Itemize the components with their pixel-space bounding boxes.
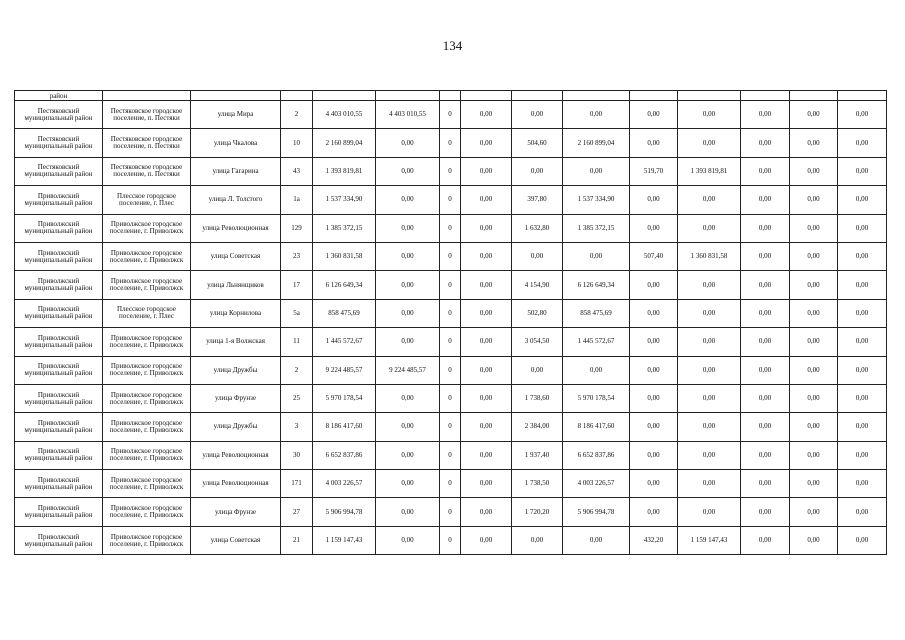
house-number-cell: 21 (281, 526, 313, 554)
value-col-15-cell: 0,00 (838, 157, 887, 185)
value-col-15-cell: 0,00 (838, 470, 887, 498)
value-col-13-cell: 0,00 (741, 526, 790, 554)
cost-col-12-cell: 0,00 (678, 101, 741, 129)
value-col-15-cell: 0,00 (838, 214, 887, 242)
house-number-cell: 5а (281, 299, 313, 327)
count-col-7-cell: 0 (440, 157, 461, 185)
area-col-9-cell: 1 738,60 (512, 384, 563, 412)
area-col-9-cell: 2 384,00 (512, 413, 563, 441)
cost-col-10-cell: 1 385 372,15 (563, 214, 630, 242)
cost-col-10-cell: 1 445 572,67 (563, 328, 630, 356)
value-col-8-cell: 0,00 (461, 470, 512, 498)
area-col-11-cell: 0,00 (630, 470, 678, 498)
table-row (15, 470, 887, 498)
settlement-cell: Приволжское городское поселение, г. Приволжск (103, 498, 191, 526)
area-col-9-cell: 0,00 (512, 526, 563, 554)
value-col-14-cell: 0,00 (790, 498, 838, 526)
area-col-11-cell: 432,20 (630, 526, 678, 554)
municipal-district-cell: Пестяковский муниципальный район (15, 101, 103, 129)
value-col-14-cell: 0,00 (790, 299, 838, 327)
cost-col-10-cell: 858 475,69 (563, 299, 630, 327)
street-cell: улица Дружбы (191, 356, 281, 384)
area-col-9-cell: 504,60 (512, 129, 563, 157)
area-col-9-cell: 1 632,80 (512, 214, 563, 242)
street-cell: улица Советская (191, 242, 281, 270)
settlement-cell: Приволжское городское поселение, г. Приволжск (103, 328, 191, 356)
cost-col-10-cell: 6 652 837,86 (563, 441, 630, 469)
house-number-cell: 25 (281, 384, 313, 412)
municipal-district-cell: Приволжский муниципальный район (15, 299, 103, 327)
house-number-cell: 17 (281, 271, 313, 299)
area-col-11-cell: 0,00 (630, 101, 678, 129)
street-cell: улица 1-я Волжская (191, 328, 281, 356)
cost-col-6-cell: 0,00 (376, 328, 440, 356)
count-col-7-cell: 0 (440, 101, 461, 129)
municipal-district-cell: Приволжский муниципальный район (15, 498, 103, 526)
area-col-11-cell: 0,00 (630, 186, 678, 214)
count-col-7-cell: 0 (440, 356, 461, 384)
house-number-cell: 43 (281, 157, 313, 185)
house-number-cell: 2 (281, 356, 313, 384)
value-col-8-cell: 0,00 (461, 441, 512, 469)
total-cost-cell: 6 652 837,86 (313, 441, 376, 469)
cost-col-10-cell: 0,00 (563, 101, 630, 129)
area-col-11-cell: 0,00 (630, 214, 678, 242)
value-col-14-cell: 0,00 (790, 441, 838, 469)
house-number-cell: 2 (281, 101, 313, 129)
area-col-9-cell: 1 738,50 (512, 470, 563, 498)
value-col-15-cell: 0,00 (838, 101, 887, 129)
value-col-13-cell: 0,00 (741, 186, 790, 214)
value-col-8-cell: 0,00 (461, 129, 512, 157)
table-row (15, 157, 887, 185)
street-cell: улица Революционная (191, 470, 281, 498)
house-number-cell: 11 (281, 328, 313, 356)
value-col-15-cell: 0,00 (838, 526, 887, 554)
value-col-13-cell: 0,00 (741, 413, 790, 441)
value-col-13-cell: 0,00 (741, 441, 790, 469)
area-col-9-cell: 397,80 (512, 186, 563, 214)
total-cost-cell: 4 403 010,55 (313, 101, 376, 129)
value-col-15-cell: 0,00 (838, 328, 887, 356)
cost-col-12-cell: 0,00 (678, 384, 741, 412)
settlement-cell: Плесское городское поселение, г. Плес (103, 299, 191, 327)
settlement-cell: Приволжское городское поселение, г. Приволжск (103, 271, 191, 299)
table-row (15, 242, 887, 270)
street-cell: улица Дружбы (191, 413, 281, 441)
area-col-11-cell: 519,70 (630, 157, 678, 185)
cost-col-6-cell: 0,00 (376, 271, 440, 299)
continuation-row (15, 91, 887, 101)
cost-col-12-cell: 0,00 (678, 356, 741, 384)
street-cell: улица Чкалова (191, 129, 281, 157)
table-row (15, 384, 887, 412)
cost-col-12-cell: 0,00 (678, 271, 741, 299)
value-col-13-cell: 0,00 (741, 214, 790, 242)
value-col-13-cell: 0,00 (741, 498, 790, 526)
cost-col-6-cell: 0,00 (376, 384, 440, 412)
municipal-district-cell: Приволжский муниципальный район (15, 413, 103, 441)
total-cost-cell: 5 970 178,54 (313, 384, 376, 412)
settlement-cell: Приволжское городское поселение, г. Приволжск (103, 384, 191, 412)
cost-col-12-cell: 0,00 (678, 186, 741, 214)
area-col-11-cell: 0,00 (630, 356, 678, 384)
count-col-7-cell: 0 (440, 129, 461, 157)
value-col-8-cell: 0,00 (461, 214, 512, 242)
cost-col-6-cell: 0,00 (376, 470, 440, 498)
value-col-13-cell: 0,00 (741, 470, 790, 498)
data-table (14, 90, 887, 555)
cost-col-12-cell: 0,00 (678, 470, 741, 498)
settlement-cell: Пестяковское городское поселение, п. Пестяки (103, 157, 191, 185)
area-col-9-cell: 1 937,40 (512, 441, 563, 469)
municipal-district-cell: Приволжский муниципальный район (15, 186, 103, 214)
cost-col-6-cell: 0,00 (376, 186, 440, 214)
value-col-15-cell: 0,00 (838, 413, 887, 441)
cost-col-12-cell: 0,00 (678, 328, 741, 356)
value-col-15-cell: 0,00 (838, 242, 887, 270)
table-row (15, 299, 887, 327)
area-col-9-cell: 502,80 (512, 299, 563, 327)
municipal-district-cell: Приволжский муниципальный район (15, 214, 103, 242)
cost-col-10-cell: 2 160 899,04 (563, 129, 630, 157)
cost-col-6-cell: 0,00 (376, 498, 440, 526)
table-row (15, 526, 887, 554)
value-col-13-cell: 0,00 (741, 328, 790, 356)
total-cost-cell: 1 159 147,43 (313, 526, 376, 554)
area-col-9-cell: 0,00 (512, 101, 563, 129)
area-col-9-cell: 0,00 (512, 356, 563, 384)
value-col-13-cell: 0,00 (741, 101, 790, 129)
table-row (15, 271, 887, 299)
count-col-7-cell: 0 (440, 328, 461, 356)
table-row (15, 498, 887, 526)
cost-col-6-cell: 0,00 (376, 129, 440, 157)
continuation-cell: район (15, 91, 103, 101)
count-col-7-cell: 0 (440, 299, 461, 327)
cost-col-12-cell: 0,00 (678, 129, 741, 157)
house-number-cell: 171 (281, 470, 313, 498)
total-cost-cell: 5 906 994,78 (313, 498, 376, 526)
page-number: 134 (442, 38, 463, 53)
value-col-8-cell: 0,00 (461, 299, 512, 327)
value-col-14-cell: 0,00 (790, 271, 838, 299)
settlement-cell: Приволжское городское поселение, г. Приволжск (103, 413, 191, 441)
total-cost-cell: 1 393 819,81 (313, 157, 376, 185)
area-col-9-cell: 0,00 (512, 157, 563, 185)
table-row (15, 441, 887, 469)
area-col-11-cell: 0,00 (630, 328, 678, 356)
value-col-14-cell: 0,00 (790, 157, 838, 185)
total-cost-cell: 6 126 649,34 (313, 271, 376, 299)
settlement-cell: Приволжское городское поселение, г. Приволжск (103, 470, 191, 498)
count-col-7-cell: 0 (440, 214, 461, 242)
municipal-district-cell: Приволжский муниципальный район (15, 384, 103, 412)
area-col-11-cell: 507,40 (630, 242, 678, 270)
value-col-8-cell: 0,00 (461, 356, 512, 384)
house-number-cell: 30 (281, 441, 313, 469)
value-col-8-cell: 0,00 (461, 186, 512, 214)
count-col-7-cell: 0 (440, 271, 461, 299)
municipal-district-cell: Пестяковский муниципальный район (15, 157, 103, 185)
value-col-15-cell: 0,00 (838, 186, 887, 214)
cost-col-10-cell: 5 906 994,78 (563, 498, 630, 526)
area-col-11-cell: 0,00 (630, 441, 678, 469)
street-cell: улица Гагарина (191, 157, 281, 185)
cost-col-10-cell: 5 970 178,54 (563, 384, 630, 412)
value-col-13-cell: 0,00 (741, 356, 790, 384)
municipal-district-cell: Приволжский муниципальный район (15, 470, 103, 498)
count-col-7-cell: 0 (440, 186, 461, 214)
cost-col-6-cell: 9 224 485,57 (376, 356, 440, 384)
cost-col-6-cell: 0,00 (376, 214, 440, 242)
area-col-11-cell: 0,00 (630, 299, 678, 327)
cost-col-12-cell: 0,00 (678, 498, 741, 526)
area-col-9-cell: 0,00 (512, 242, 563, 270)
total-cost-cell: 2 160 899,04 (313, 129, 376, 157)
table-row (15, 413, 887, 441)
cost-col-6-cell: 0,00 (376, 299, 440, 327)
value-col-15-cell: 0,00 (838, 129, 887, 157)
value-col-8-cell: 0,00 (461, 328, 512, 356)
cost-col-12-cell: 0,00 (678, 413, 741, 441)
cost-col-10-cell: 0,00 (563, 242, 630, 270)
count-col-7-cell: 0 (440, 441, 461, 469)
street-cell: улица Советская (191, 526, 281, 554)
value-col-15-cell: 0,00 (838, 441, 887, 469)
value-col-13-cell: 0,00 (741, 384, 790, 412)
street-cell: улица Революционная (191, 214, 281, 242)
value-col-8-cell: 0,00 (461, 242, 512, 270)
street-cell: улица Фрунзе (191, 384, 281, 412)
area-col-9-cell: 4 154,90 (512, 271, 563, 299)
street-cell: улица Л. Толстого (191, 186, 281, 214)
total-cost-cell: 9 224 485,57 (313, 356, 376, 384)
table-row (15, 214, 887, 242)
municipal-district-cell: Приволжский муниципальный район (15, 526, 103, 554)
total-cost-cell: 858 475,69 (313, 299, 376, 327)
settlement-cell: Приволжское городское поселение, г. Приволжск (103, 441, 191, 469)
street-cell: улица Революционная (191, 441, 281, 469)
count-col-7-cell: 0 (440, 498, 461, 526)
count-col-7-cell: 0 (440, 413, 461, 441)
total-cost-cell: 1 537 334,90 (313, 186, 376, 214)
cost-col-10-cell: 0,00 (563, 526, 630, 554)
cost-col-12-cell: 1 393 819,81 (678, 157, 741, 185)
table-row (15, 101, 887, 129)
settlement-cell: Приволжское городское поселение, г. Приволжск (103, 356, 191, 384)
house-number-cell: 27 (281, 498, 313, 526)
value-col-8-cell: 0,00 (461, 384, 512, 412)
area-col-11-cell: 0,00 (630, 498, 678, 526)
total-cost-cell: 1 385 372,15 (313, 214, 376, 242)
value-col-14-cell: 0,00 (790, 328, 838, 356)
house-number-cell: 23 (281, 242, 313, 270)
area-col-11-cell: 0,00 (630, 384, 678, 412)
value-col-15-cell: 0,00 (838, 299, 887, 327)
cost-col-10-cell: 1 537 334,90 (563, 186, 630, 214)
value-col-14-cell: 0,00 (790, 129, 838, 157)
total-cost-cell: 1 360 831,58 (313, 242, 376, 270)
table-row (15, 328, 887, 356)
value-col-14-cell: 0,00 (790, 186, 838, 214)
count-col-7-cell: 0 (440, 470, 461, 498)
cost-col-10-cell: 6 126 649,34 (563, 271, 630, 299)
total-cost-cell: 1 445 572,67 (313, 328, 376, 356)
value-col-14-cell: 0,00 (790, 214, 838, 242)
cost-col-6-cell: 4 403 010,55 (376, 101, 440, 129)
total-cost-cell: 8 186 417,60 (313, 413, 376, 441)
value-col-8-cell: 0,00 (461, 271, 512, 299)
value-col-15-cell: 0,00 (838, 384, 887, 412)
value-col-8-cell: 0,00 (461, 157, 512, 185)
settlement-cell: Приволжское городское поселение, г. Приволжск (103, 526, 191, 554)
value-col-13-cell: 0,00 (741, 271, 790, 299)
cost-col-10-cell: 4 003 226,57 (563, 470, 630, 498)
street-cell: улица Льнянщиков (191, 271, 281, 299)
total-cost-cell: 4 003 226,57 (313, 470, 376, 498)
cost-col-12-cell: 0,00 (678, 299, 741, 327)
street-cell: улица Мира (191, 101, 281, 129)
count-col-7-cell: 0 (440, 526, 461, 554)
municipal-district-cell: Приволжский муниципальный район (15, 242, 103, 270)
settlement-cell: Пестяковское городское поселение, п. Пестяки (103, 101, 191, 129)
cost-col-12-cell: 1 360 831,58 (678, 242, 741, 270)
area-col-9-cell: 1 720,20 (512, 498, 563, 526)
municipal-district-cell: Приволжский муниципальный район (15, 356, 103, 384)
cost-col-12-cell: 0,00 (678, 214, 741, 242)
value-col-15-cell: 0,00 (838, 498, 887, 526)
count-col-7-cell: 0 (440, 242, 461, 270)
value-col-13-cell: 0,00 (741, 242, 790, 270)
value-col-14-cell: 0,00 (790, 356, 838, 384)
area-col-11-cell: 0,00 (630, 129, 678, 157)
settlement-cell: Приволжское городское поселение, г. Приволжск (103, 214, 191, 242)
value-col-15-cell: 0,00 (838, 271, 887, 299)
cost-col-6-cell: 0,00 (376, 157, 440, 185)
cost-col-12-cell: 1 159 147,43 (678, 526, 741, 554)
house-number-cell: 129 (281, 214, 313, 242)
settlement-cell: Плесское городское поселение, г. Плес (103, 186, 191, 214)
area-col-11-cell: 0,00 (630, 271, 678, 299)
cost-col-6-cell: 0,00 (376, 526, 440, 554)
value-col-15-cell: 0,00 (838, 356, 887, 384)
area-col-9-cell: 3 054,50 (512, 328, 563, 356)
value-col-8-cell: 0,00 (461, 101, 512, 129)
value-col-14-cell: 0,00 (790, 413, 838, 441)
cost-col-6-cell: 0,00 (376, 242, 440, 270)
value-col-13-cell: 0,00 (741, 157, 790, 185)
table-row (15, 186, 887, 214)
municipal-district-cell: Пестяковский муниципальный район (15, 129, 103, 157)
value-col-13-cell: 0,00 (741, 129, 790, 157)
table-row (15, 129, 887, 157)
cost-col-10-cell: 8 186 417,60 (563, 413, 630, 441)
value-col-14-cell: 0,00 (790, 526, 838, 554)
street-cell: улица Корнилова (191, 299, 281, 327)
table-row (15, 356, 887, 384)
cost-col-10-cell: 0,00 (563, 356, 630, 384)
area-col-11-cell: 0,00 (630, 413, 678, 441)
value-col-8-cell: 0,00 (461, 413, 512, 441)
municipal-district-cell: Приволжский муниципальный район (15, 271, 103, 299)
municipal-district-cell: Приволжский муниципальный район (15, 328, 103, 356)
settlement-cell: Приволжское городское поселение, г. Приволжск (103, 242, 191, 270)
value-col-14-cell: 0,00 (790, 384, 838, 412)
table-body (15, 91, 887, 555)
value-col-14-cell: 0,00 (790, 470, 838, 498)
cost-col-6-cell: 0,00 (376, 413, 440, 441)
value-col-8-cell: 0,00 (461, 526, 512, 554)
count-col-7-cell: 0 (440, 384, 461, 412)
value-col-14-cell: 0,00 (790, 101, 838, 129)
cost-col-6-cell: 0,00 (376, 441, 440, 469)
house-number-cell: 1а (281, 186, 313, 214)
municipal-district-cell: Приволжский муниципальный район (15, 441, 103, 469)
value-col-14-cell: 0,00 (790, 242, 838, 270)
cost-col-10-cell: 0,00 (563, 157, 630, 185)
street-cell: улица Фрунзе (191, 498, 281, 526)
value-col-13-cell: 0,00 (741, 299, 790, 327)
house-number-cell: 3 (281, 413, 313, 441)
house-number-cell: 10 (281, 129, 313, 157)
settlement-cell: Пестяковское городское поселение, п. Пестяки (103, 129, 191, 157)
value-col-8-cell: 0,00 (461, 498, 512, 526)
cost-col-12-cell: 0,00 (678, 441, 741, 469)
